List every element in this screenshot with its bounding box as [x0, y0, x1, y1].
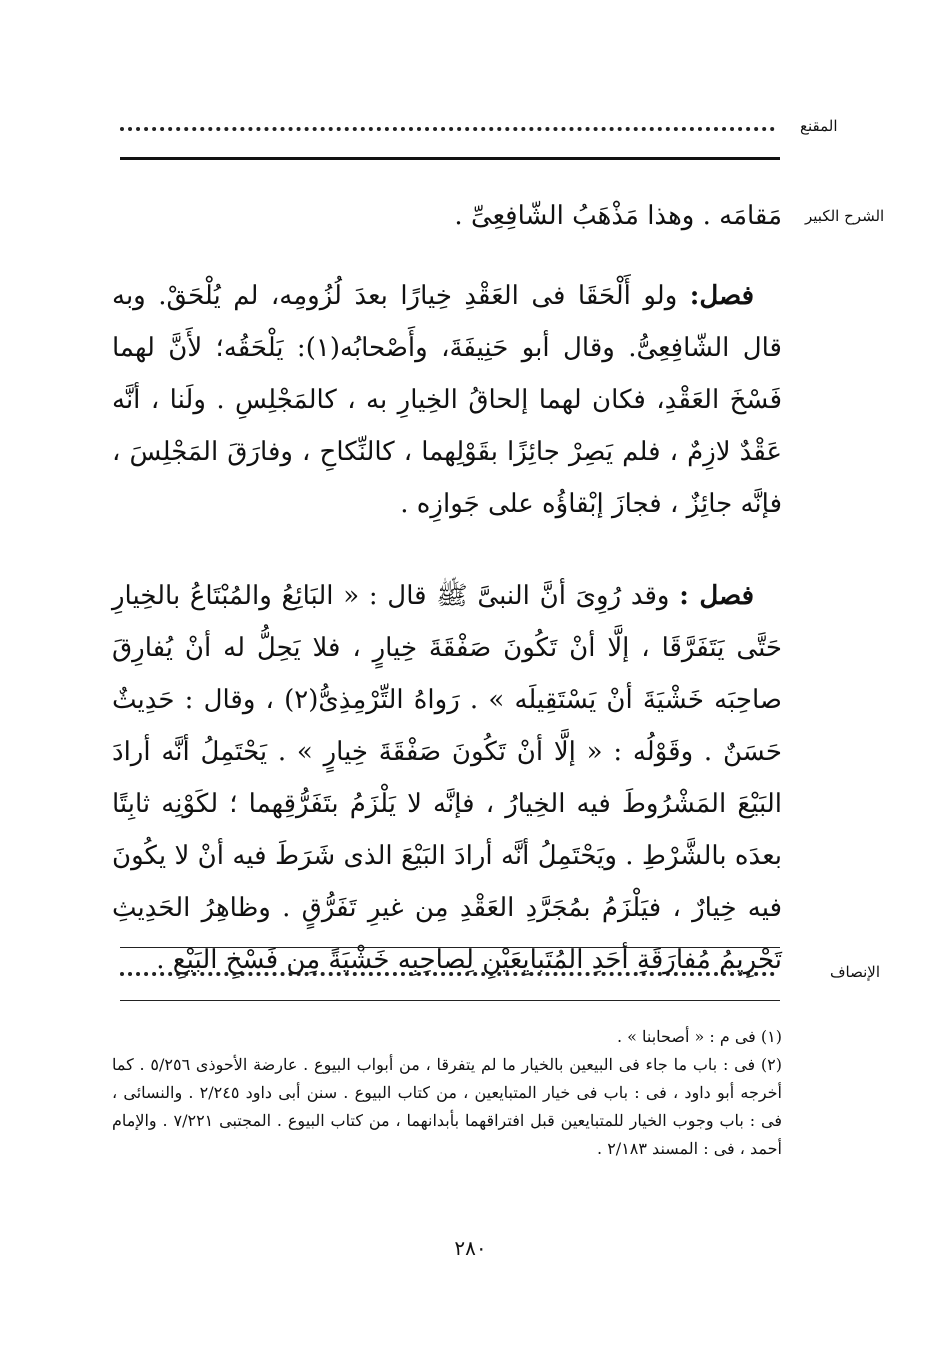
insaf-dotted-line	[120, 972, 775, 976]
paragraph-1-text: ولو أَلْحَقَا فى العَقْدِ خِيارًا بعدَ لُزُومِه، لم يُلْحَقْ. وبه قال الشّافِعِىُّ. وقال أبو حَنِيفَةَ، وأَصْحابُه(١): يَلْحَقُه؛ لأَنَّ لهما فَسْخَ العَقْدِ، فكان لهما إلحاقُ الخِيارِ به ، كالمَجْلِسِ . ولَنا ، أنَّه عَقْدٌ لازِمٌ ، فلم يَصِرْ جائِزًا بقَوْلِهما ، كالنِّكاحِ ، وفارَقَ المَجْلِسَ ، فإنَّه جائِزٌ ، فجازَ إبْقاؤُه على جَوازِه .	[112, 281, 782, 519]
paragraph-2-text: وقد رُوِىَ أنَّ النبىَّ ﷺ قال : « البَائِعُ والمُبْتَاعُ بالخِيارِ حَتَّى يَتَفَرَّقَا ، إلَّا أنْ تَكُونَ صَفْقَةَ خِيارٍ ، فلا يَحِلُّ له أنْ يُفارِقَ صاحِبَه خَشْيَةَ أنْ يَسْتَقِيلَه » . رَواهُ التِّرْمِذِىُّ(٢) ، وقال : حَدِيثٌ حَسَنٌ . وقَوْلُه : « إلَّا أنْ تَكُونَ صَفْقَةَ خِيارٍ » . يَحْتَمِلُ أنَّه أرادَ البَيْعَ المَشْرُوطَ فيه الخِيارُ ، فإنَّه لا يَلْزَمُ بتَفَرُّقِهما ؛ لكَوْنِه ثابِتًا بعدَه بالشَّرْطِ . ويَحْتَمِلُ أنَّه أرادَ البَيْعَ الذى شَرَطَ فيه أنْ لا يكُونَ فيه خِيارٌ ، فيَلْزَمُ بمُجَرَّدِ العَقْدِ مِن غيرِ تَفَرُّقٍ . وظاهِرُ الحَدِيثِ تَحْرِيمُ مُفارَقَةِ أحَدِ المُتَبايِعَيْنِ لِصاحِبِه خَشْيَةً مِن فَسْخِ البَيْعِ .	[112, 581, 783, 975]
footnote-rule	[120, 1000, 780, 1001]
main-paragraph-1	[112, 270, 782, 530]
footnotes	[112, 1023, 782, 1163]
paragraph-1-heading: فصل:	[689, 281, 755, 311]
insaf-top-rule	[120, 947, 780, 948]
page-number: ٢٨٠	[454, 1236, 487, 1260]
main-text	[112, 190, 782, 242]
label-sharh-kabir: الشرح الكبير	[805, 207, 885, 225]
paragraph-1	[112, 270, 782, 530]
header-rule	[120, 157, 780, 160]
muqni-dotted-line	[120, 127, 775, 131]
footnote-1: (١) فى م : « أصحابنا » .	[616, 1027, 782, 1046]
body-line1: مَقامَه . وهذا مَذْهَبُ الشّافِعِىِّ .	[454, 201, 782, 231]
paragraph-2-heading: فصل :	[679, 581, 755, 611]
paragraph-2	[112, 570, 782, 986]
label-muqni: المقنع	[800, 117, 838, 135]
footnote-2: (٢) فى : باب ما جاء فى البيعين بالخيار ما لم يتفرقا ، من أبواب البيوع . عارضة الأحوذى ٥/٢٥٦ . كما أخرجه أبو داود ، فى : باب فى خيار المتبايعين ، من كتاب البيوع . سنن أبى داود ٢/٢٤٥ . والنسائى ، فى : باب وجوب الخيار للمتبايعين قبل افتراقهما بأبدانهما ، من كتاب البيوع . المجتبى ٧/٢٢١ . والإمام أحمد ، فى : المسند ٢/١٨٣ .	[112, 1055, 783, 1158]
main-paragraph-2	[112, 570, 782, 986]
label-insaf: الإنصاف	[830, 963, 881, 981]
